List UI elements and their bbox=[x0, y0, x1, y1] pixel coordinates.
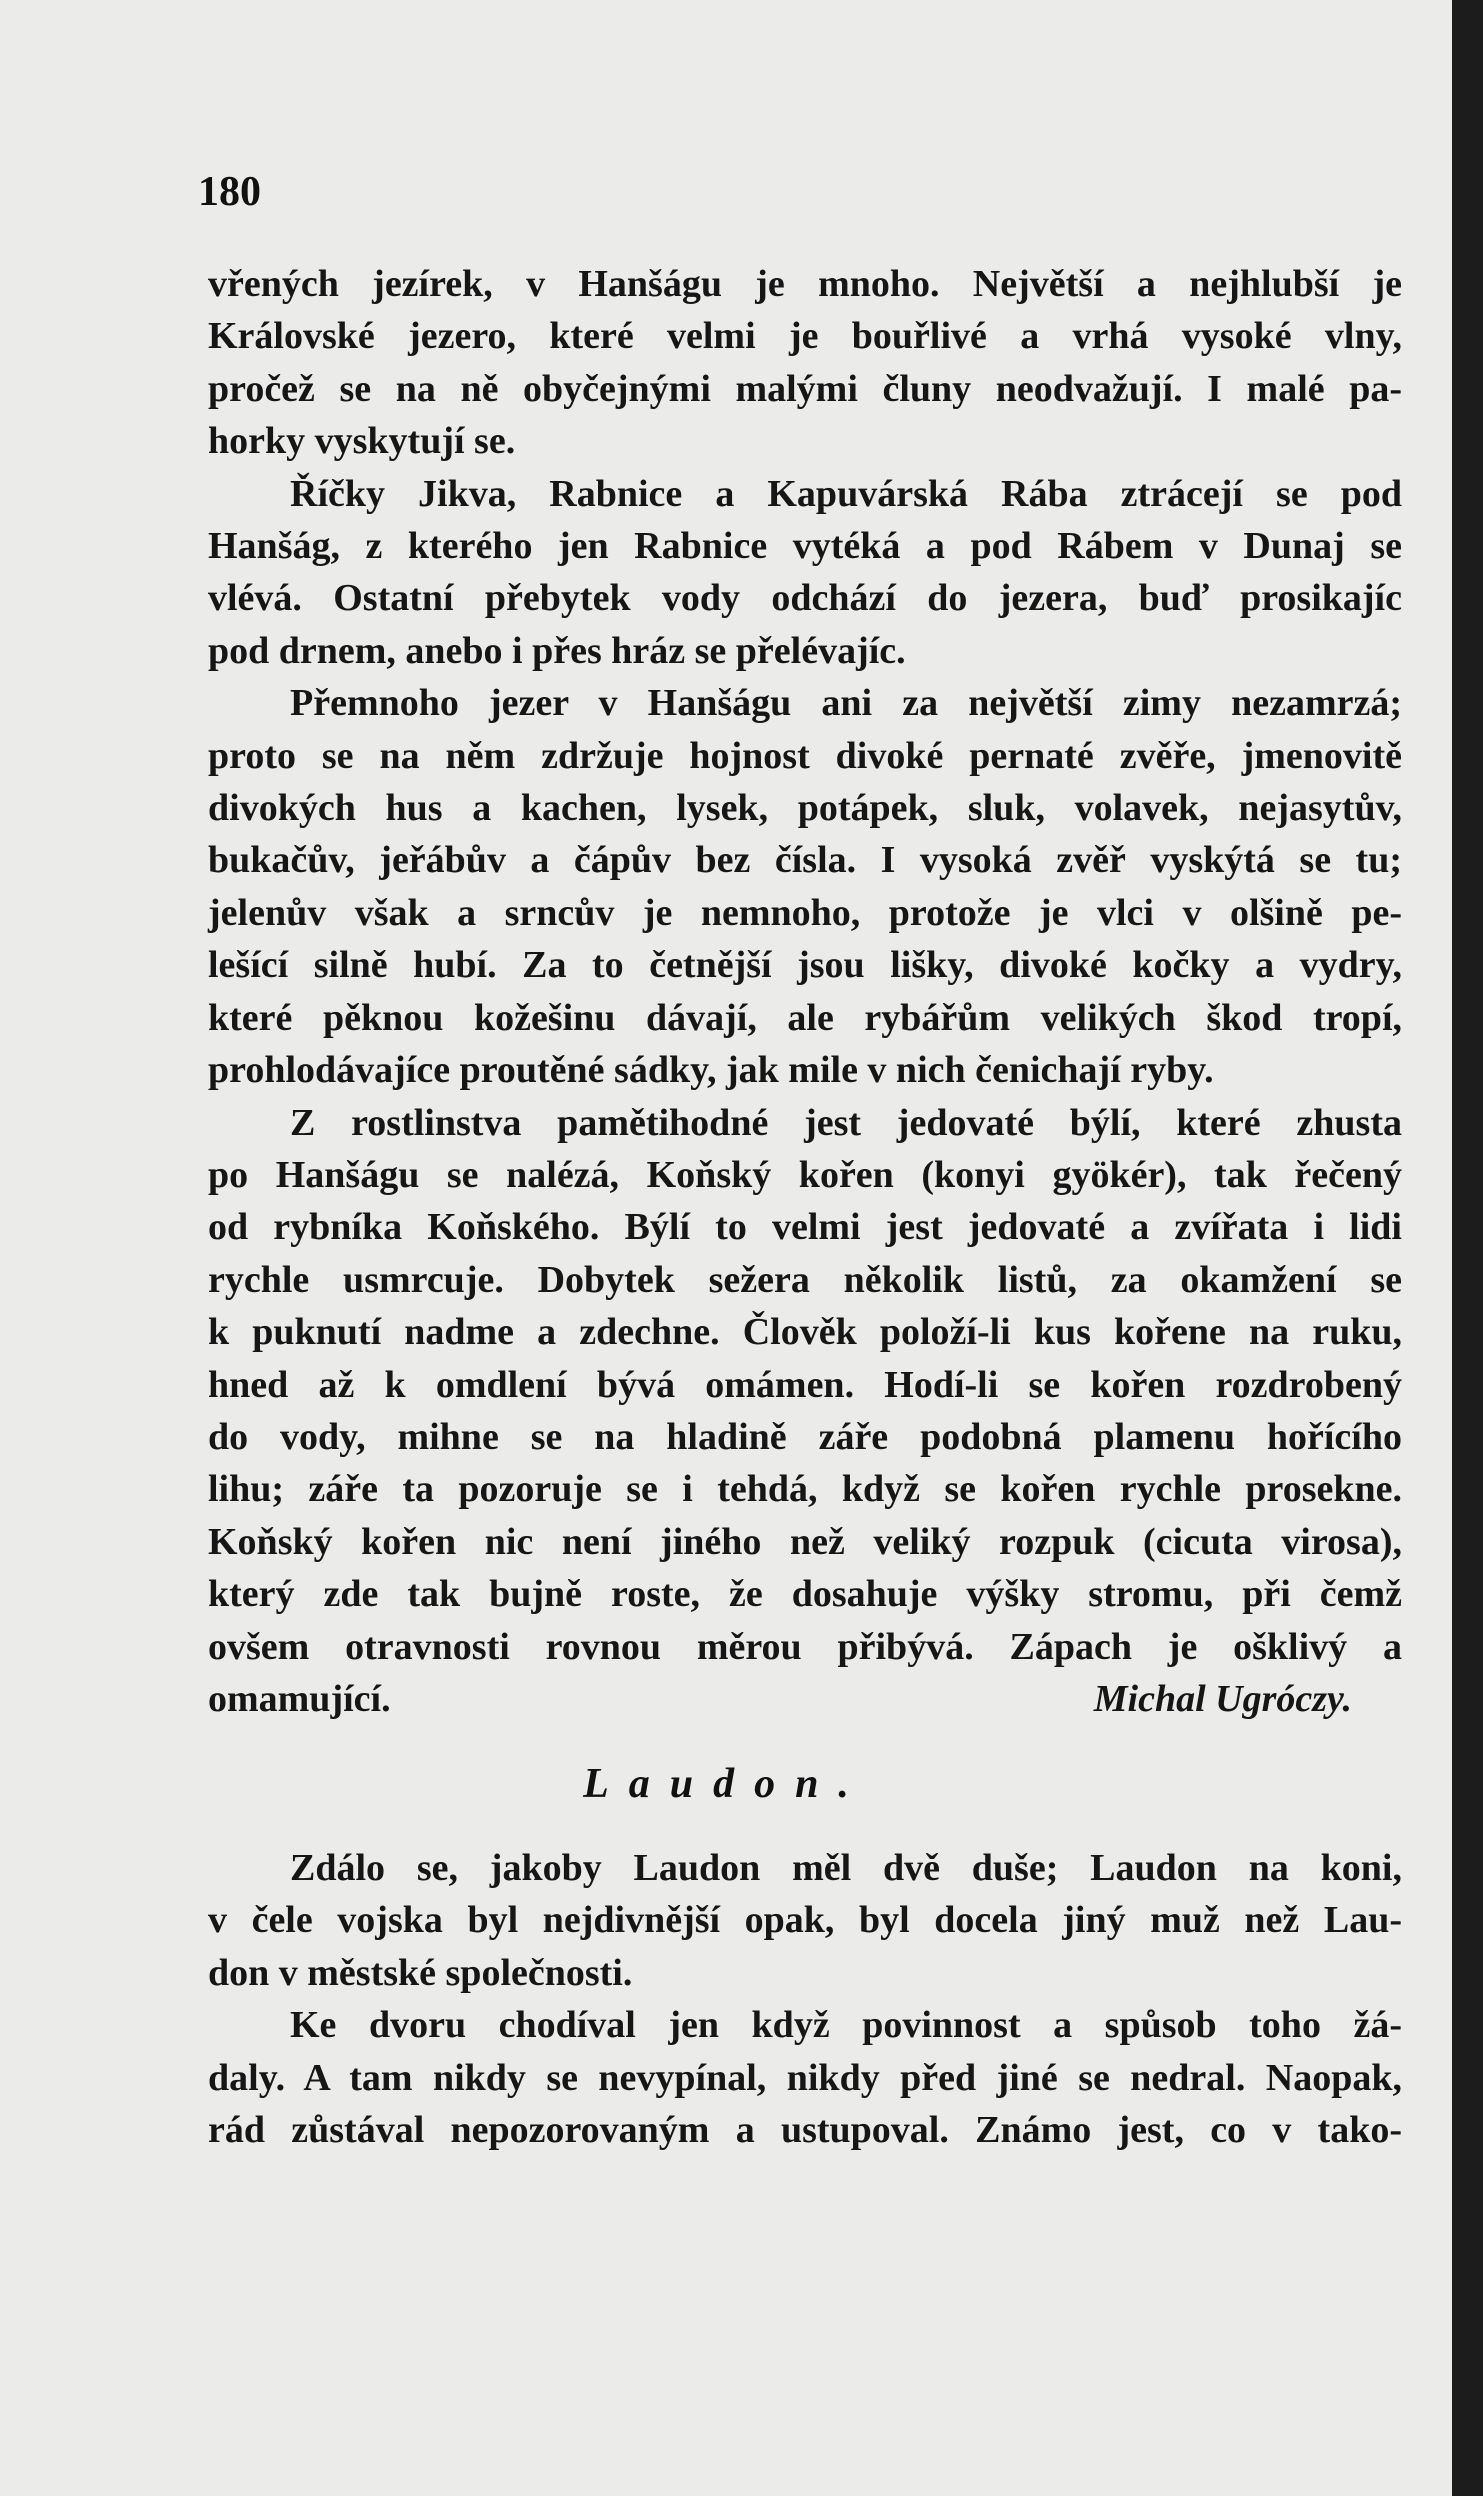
paragraph bbox=[208, 1097, 1402, 1726]
text-line: rád zůstával nepozorovaným a ustupoval. Známo jest, co v tako- bbox=[208, 2109, 1402, 2152]
signature-line bbox=[208, 1673, 1402, 1725]
text-line: divokých hus a kachen, lysek, potápek, sluk, volavek, nejasytův, bbox=[208, 787, 1402, 830]
text-line: Hanšág, z kterého jen Rabnice vytéká a pod Rábem v Dunaj se bbox=[208, 525, 1402, 568]
article-body-laudon bbox=[208, 1842, 1402, 2156]
paragraph bbox=[208, 258, 1402, 468]
text-line: Přemnoho jezer v Hanšágu ani za největší zimy nezamrzá; bbox=[290, 682, 1402, 725]
text-line: omamující. bbox=[208, 1677, 391, 1720]
paragraph bbox=[208, 1842, 1402, 1999]
text-line: do vody, mihne se na hladině záře podobná plamenu hořícího bbox=[208, 1415, 1402, 1458]
paragraph bbox=[208, 677, 1402, 1096]
text-line: bukačův, jeřábův a čápův bez čísla. I vysoká zvěř vyskýtá se tu; bbox=[208, 839, 1402, 882]
text-line: Zdálo se, jakoby Laudon měl dvě duše; Laudon na koni, bbox=[290, 1847, 1402, 1889]
paragraph bbox=[208, 468, 1402, 678]
text-line: lešící silně hubí. Za to četnější jsou lišky, divoké kočky a vydry, bbox=[208, 944, 1402, 987]
text-line: Ke dvoru chodíval jen když povinnost a spůsob toho žá- bbox=[290, 2004, 1402, 2047]
paragraph bbox=[208, 1999, 1402, 2156]
text-line: daly. A tam nikdy se nevypínal, nikdy před jiné se nedral. Naopak, bbox=[208, 2056, 1402, 2099]
text-line: k puknutí nadme a zdechne. Člověk položí-li kus kořene na ruku, bbox=[208, 1311, 1402, 1354]
text-line: v čele vojska byl nejdivnější opak, byl docela jiný muž než Lau- bbox=[208, 1899, 1402, 1942]
text-line: Z rostlinstva pamětihodné jest jedovaté býlí, které zhusta bbox=[290, 1101, 1402, 1144]
page-number: 180 bbox=[198, 169, 261, 215]
text-line: Královské jezero, které velmi je bouřlivé a vrhá vysoké vlny, bbox=[208, 315, 1402, 358]
text-line: prohlodávajíce proutěné sádky, jak mile v nich čenichají ryby. bbox=[208, 1049, 1214, 1092]
text-line: hned až k omdlení bývá omámen. Hodí-li se kořen rozdrobený bbox=[208, 1363, 1402, 1406]
text-line: který zde tak bujně roste, že dosahuje výšky stromu, při čemž bbox=[208, 1573, 1402, 1616]
text-line: lihu; záře ta pozoruje se i tehdá, když se kořen rychle prosekne. bbox=[208, 1468, 1402, 1511]
text-line: jelenův však a srncův je nemnoho, protože je vlci v olšině pe- bbox=[208, 891, 1402, 934]
text-line: po Hanšágu se nalézá, Koňský kořen (konyi gyökér), tak řečený bbox=[208, 1153, 1402, 1196]
text-line: ovšem otravnosti rovnou měrou přibývá. Zápach je ošklivý a bbox=[208, 1625, 1402, 1668]
text-line: Koňský kořen nic není jiného než veliký rozpuk (cicuta virosa), bbox=[208, 1520, 1402, 1563]
text-line: don v městské společnosti. bbox=[208, 1951, 633, 1994]
article-body-ugroczy bbox=[208, 258, 1402, 1725]
text-line: pod drnem, anebo i přes hráz se přelévajíc. bbox=[208, 629, 906, 672]
text-line: horky vyskytují se. bbox=[208, 420, 516, 463]
text-line: Říčky Jikva, Rabnice a Kapuvárská Rába ztrácejí se pod bbox=[290, 472, 1402, 515]
text-line: od rybníka Koňského. Býlí to velmi jest jedovaté a zvířata i lidi bbox=[208, 1206, 1402, 1249]
author-signature: Michal Ugróczy. bbox=[1093, 1677, 1352, 1720]
text-line: pročež se na ně obyčejnými malými čluny neodvažují. I malé pa- bbox=[208, 367, 1402, 410]
text-line: které pěknou kožešinu dávají, ale rybářům velikých škod tropí, bbox=[208, 996, 1402, 1039]
article-title: Laudon. bbox=[583, 1761, 869, 1807]
text-line: vlévá. Ostatní přebytek vody odchází do jezera, buď prosikajíc bbox=[208, 577, 1402, 620]
text-line: rychle usmrcuje. Dobytek sežera několik listů, za okamžení se bbox=[208, 1258, 1402, 1301]
text-line: vřených jezírek, v Hanšágu je mnoho. Největší a nejhlubší je bbox=[208, 263, 1402, 305]
scan-edge-shadow bbox=[1452, 0, 1483, 2496]
text-line: proto se na něm zdržuje hojnost divoké pernaté zvěře, jmenovitě bbox=[208, 734, 1402, 777]
